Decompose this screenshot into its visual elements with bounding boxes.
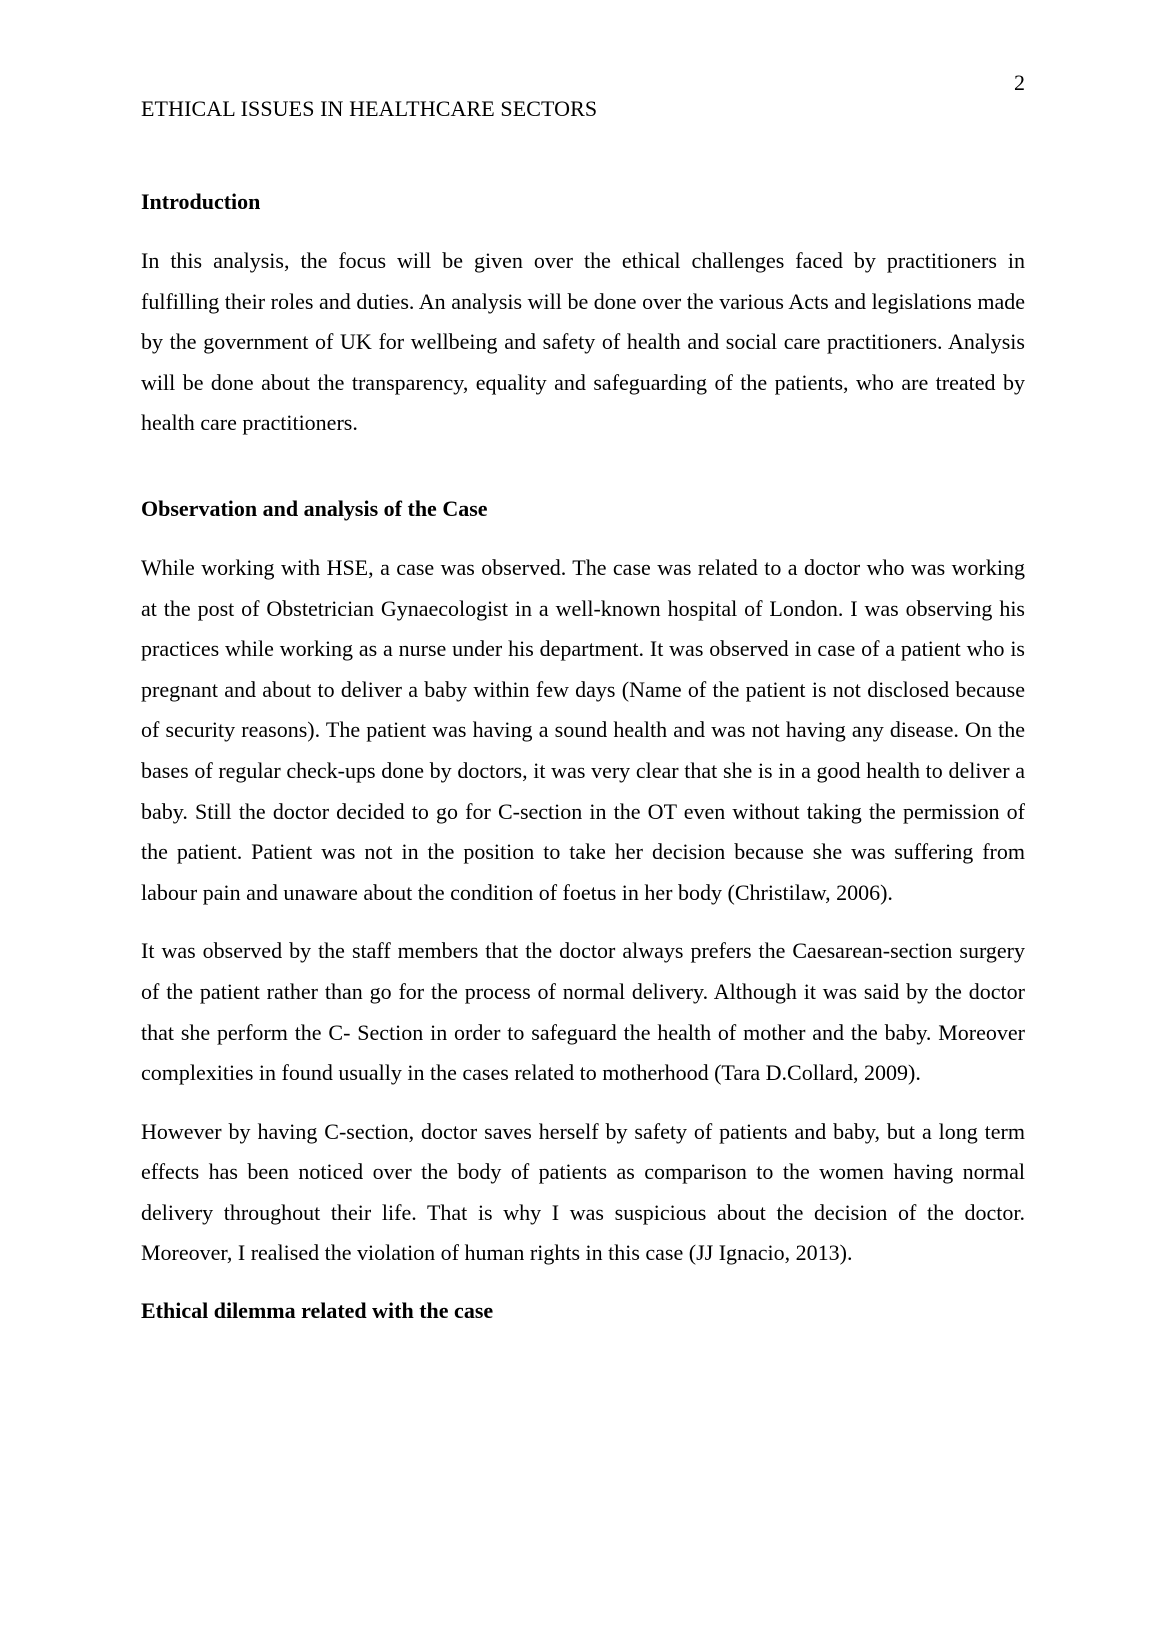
page-number: 2 [1014,70,1025,95]
heading-observation: Observation and analysis of the Case [141,495,488,521]
paragraph-observation-1: While working with HSE, a case was observed. The case was related to a doctor who was working at the post of Obstetrician Gynaecologist in a well-known hospital of London. I was observing his practices while working as a nurse under his department. It was observed in case of a patient who is pregnant and about to deliver a baby within few days (Name of the patient is not disclosed because of security reasons). The patient was having a sound health and was not having any disease. On the bases of regular check-ups done by doctors, it was very clear that she is in a good health to deliver a baby. Still the doctor decided to go for C-section in the OT even without taking the permission of the patient. Patient was not in the position to take her decision because she was suffering from labour pain and unaware about the condition of foetus in her body (Christilaw, 2006). [141,554,1025,905]
heading-ethical-dilemma: Ethical dilemma related with the case [141,1298,494,1324]
running-head-title: ETHICAL ISSUES IN HEALTHCARE SECTORS [141,96,598,121]
heading-introduction: Introduction [141,189,261,214]
paragraph-observation-2: It was observed by the staff members that the doctor always prefers the Caesarean-section surgery of the patient rather than go for the process of normal delivery. Although it was said by the doctor that she perform the C- Section in order to safeguard the health of mother and the baby. Moreover complexities in found usually in the cases related to motherhood (Tara D.Collard, 2009). [141,938,1025,1086]
document-body [141,185,1025,1328]
paragraph-observation-3: However by having C-section, doctor saves herself by safety of patients and baby, but a long term effects has been noticed over the body of patients as comparison to the women having normal delivery throughout their life. That is why I was suspicious about the decision of the doctor. Moreover, I realised the violation of human rights in this case (JJ Ignacio, 2013). [141,1118,1025,1266]
paragraph-introduction: In this analysis, the focus will be given over the ethical challenges faced by practitioners in fulfilling their roles and duties. An analysis will be done over the various Acts and legislations made by the government of UK for wellbeing and safety of health and social care practitioners. Analysis will be done about the transparency, equality and safeguarding of the patients, who are treated by health care practitioners. [141,248,1025,436]
